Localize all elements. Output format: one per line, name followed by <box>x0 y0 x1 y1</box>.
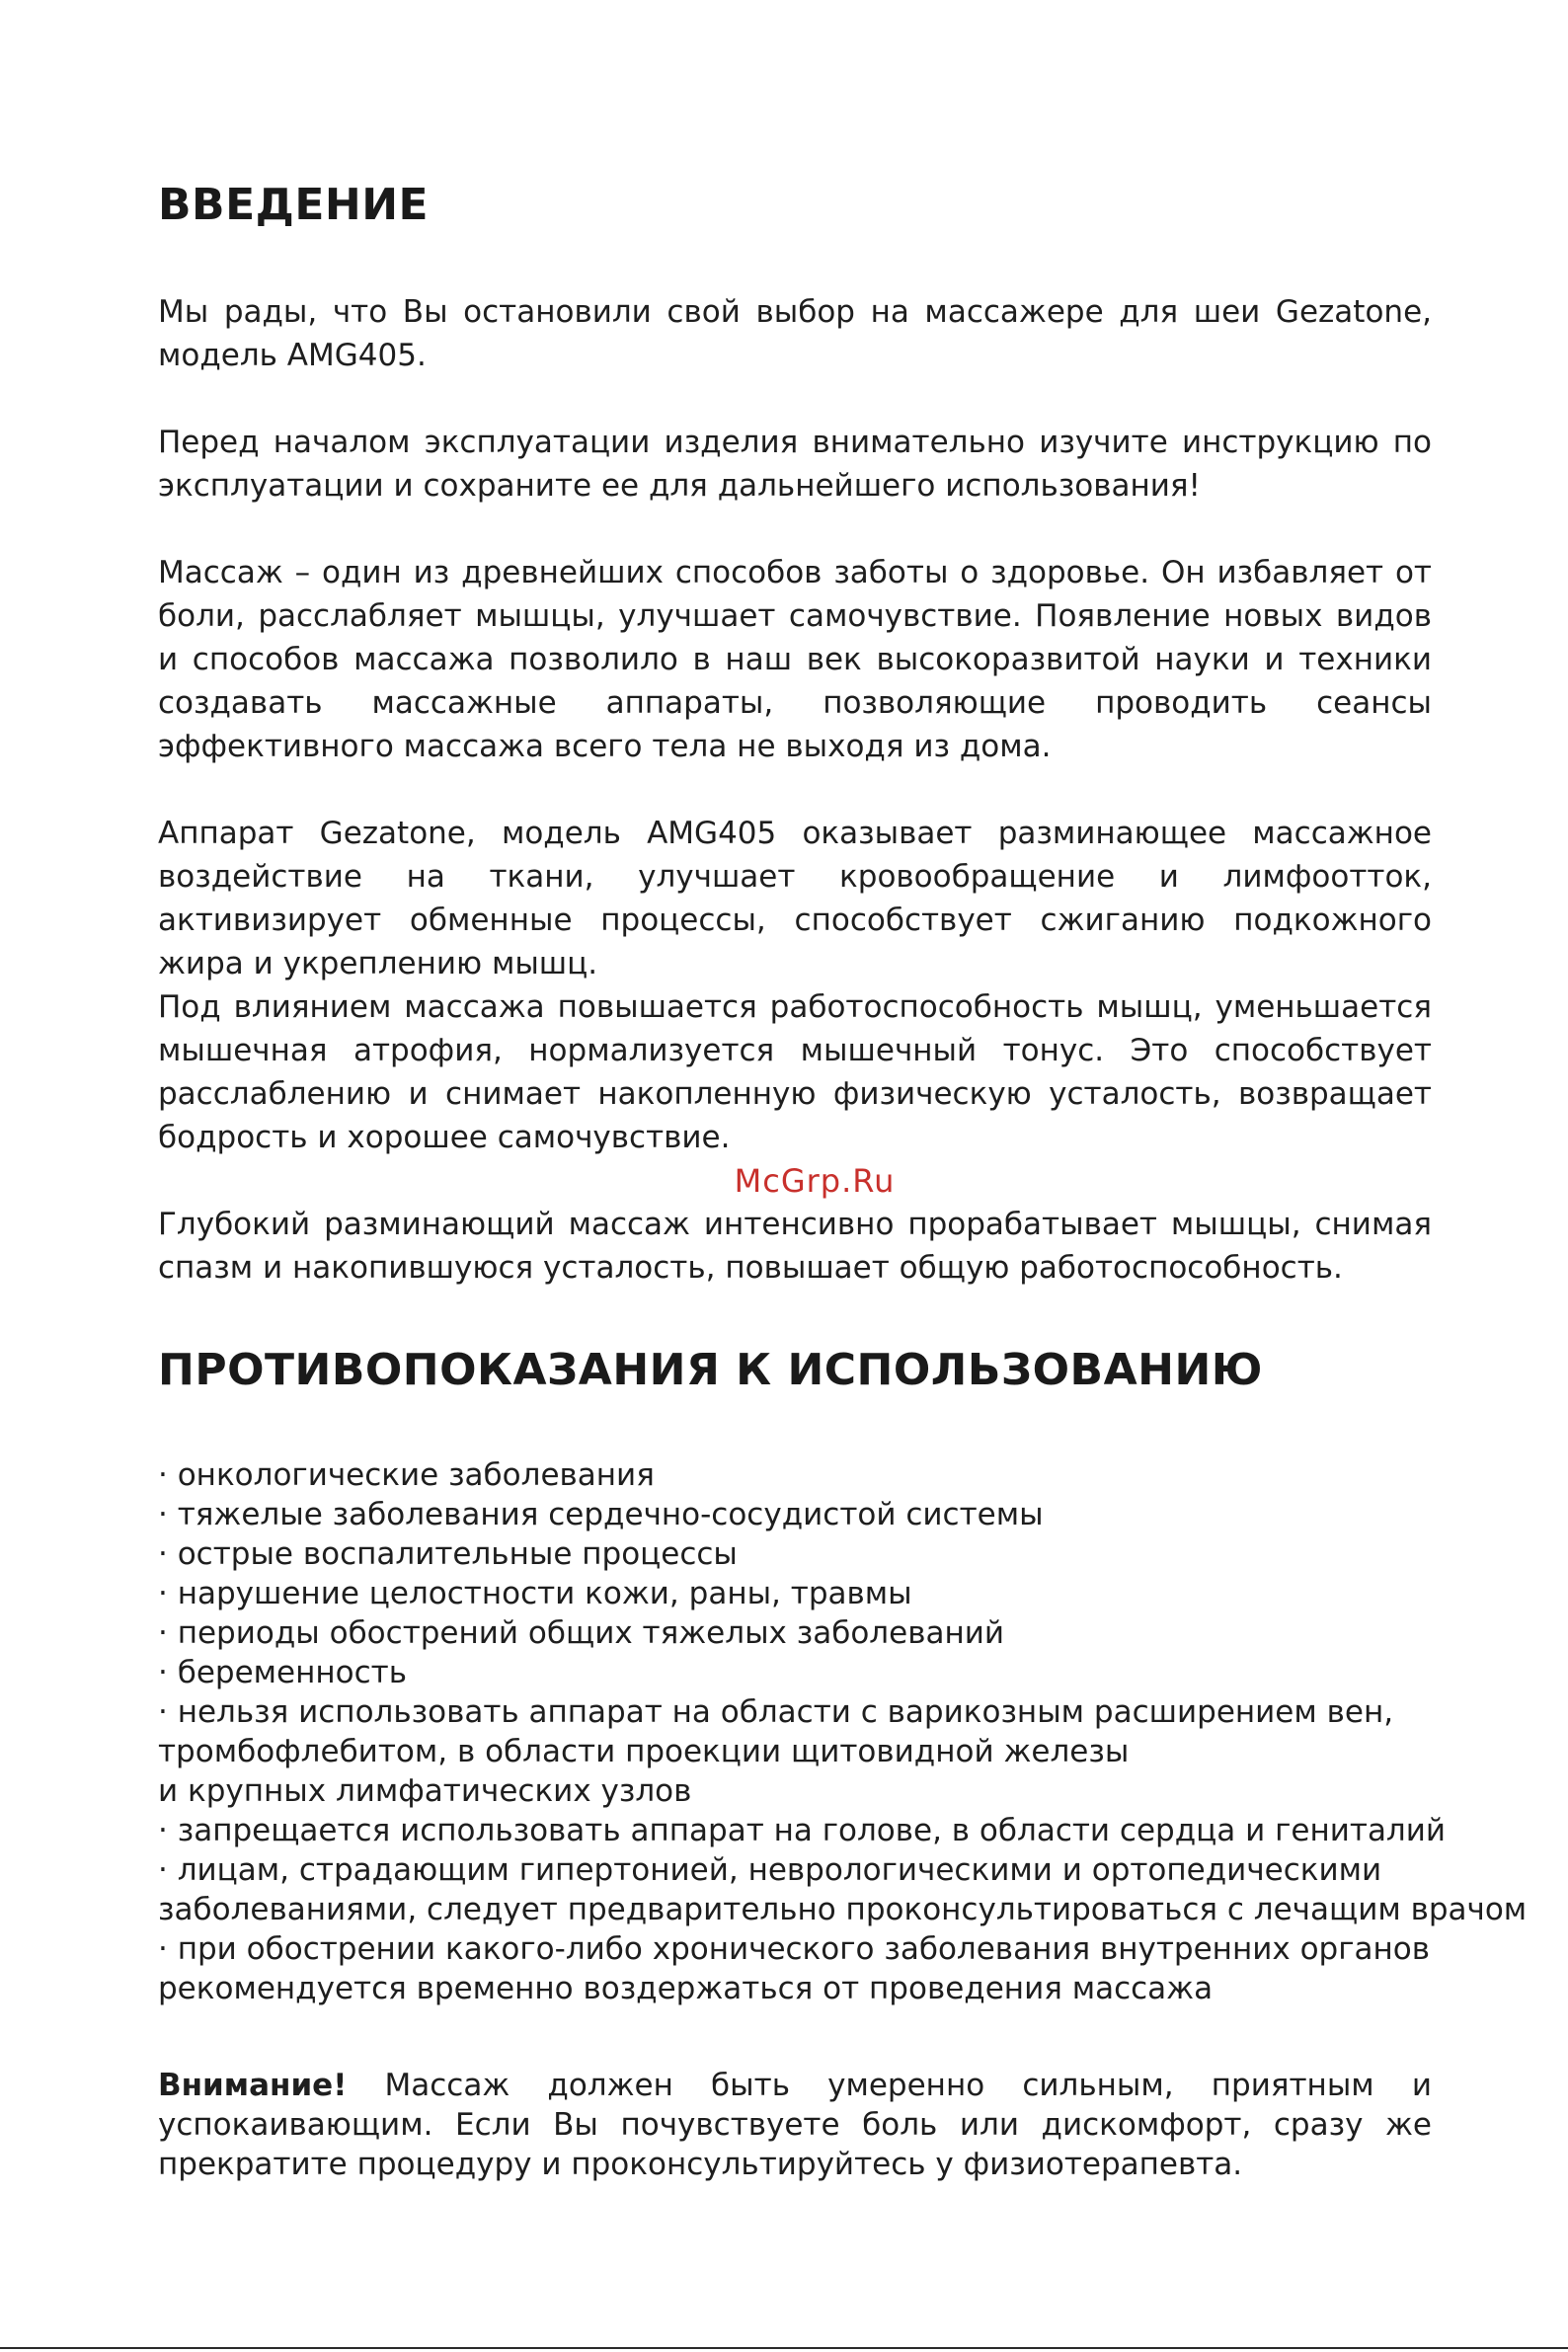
list-item: · лицам, страдающим гипертонией, неврологическими и ортопедическими <box>158 1852 1382 1888</box>
warning-paragraph <box>158 2066 1432 2184</box>
intro-paragraph: Глубокий разминающий массаж интенсивно прорабатывает мышцы, снимая спазм и накопившуюся усталость, повышает общую работоспособность. <box>158 1207 1432 1286</box>
bottom-divider <box>0 2347 1568 2349</box>
warning-text: Массаж должен быть умеренно сильным, приятным и успокаивающим. Если Вы почувствуете боль или дискомфорт, сразу же прекратите процедуру и проконсультируйтесь у физиотерапевта. <box>158 2068 1432 2182</box>
list-item: рекомендуется временно воздержаться от проведения массажа <box>158 1971 1214 2006</box>
list-item: · при обострении какого-либо хронического заболевания внутренних органов <box>158 1931 1430 1967</box>
list-item: и крупных лимфатических узлов <box>158 1773 692 1809</box>
watermark-text: McGrp.Ru <box>734 1162 896 1200</box>
list-item: тромбофлебитом, в области проекции щитовидной железы <box>158 1734 1130 1769</box>
intro-paragraph: Аппарат Gezatone, модель AMG405 оказывает разминающее массажное воздействие на ткани, улучшает кровообращение и лимфоотток, активизирует обменные процессы, способствует сжиганию подкожного жира и укреплению мышц. <box>158 816 1432 981</box>
contraindications-heading: ПРОТИВОПОКАЗАНИЯ К ИСПОЛЬЗОВАНИЮ <box>158 1345 1263 1395</box>
list-item: · нарушение целостности кожи, раны, травмы <box>158 1576 912 1611</box>
list-item: · тяжелые заболевания сердечно-сосудистой системы <box>158 1497 1044 1532</box>
list-item: · беременность <box>158 1655 407 1690</box>
intro-paragraph: Под влиянием массажа повышается работоспособность мышц, уменьшается мышечная атрофия, нормализуется мышечный тонус. Это способствует расслаблению и снимает накопленную физическую усталость, возвращает бодрость и хорошее самочувствие. <box>158 989 1432 1155</box>
intro-paragraph: Массаж – один из древнейших способов заботы о здоровье. Он избавляет от боли, расслабляет мышцы, улучшает самочувствие. Появление новых видов и способов массажа позволило в наш век высокоразвитой науки и техники создавать массажные аппараты, позволяющие проводить сеансы эффективного массажа всего тела не выходя из дома. <box>158 555 1432 764</box>
warning-label: Внимание! <box>158 2068 348 2103</box>
contraindications-list <box>158 1455 1528 2008</box>
list-item: · острые воспалительные процессы <box>158 1536 738 1572</box>
intro-heading: ВВЕДЕНИЕ <box>158 180 430 230</box>
list-item: заболеваниями, следует предварительно проконсультироваться с лечащим врачом <box>158 1892 1528 1927</box>
intro-section <box>158 290 1432 1290</box>
list-item: · запрещается использовать аппарат на голове, в области сердца и гениталий <box>158 1813 1447 1848</box>
list-item: · периоды обострений общих тяжелых заболеваний <box>158 1615 1005 1651</box>
list-item: · нельзя использовать аппарат на области с варикозным расширением вен, <box>158 1694 1394 1730</box>
list-item: · онкологические заболевания <box>158 1457 655 1493</box>
intro-paragraph: Перед началом эксплуатации изделия внимательно изучите инструкцию по эксплуатации и сохраните ее для дальнейшего использования! <box>158 425 1432 504</box>
intro-paragraph: Мы рады, что Вы остановили свой выбор на массажере для шеи Gezatone, модель AMG405. <box>158 294 1432 373</box>
